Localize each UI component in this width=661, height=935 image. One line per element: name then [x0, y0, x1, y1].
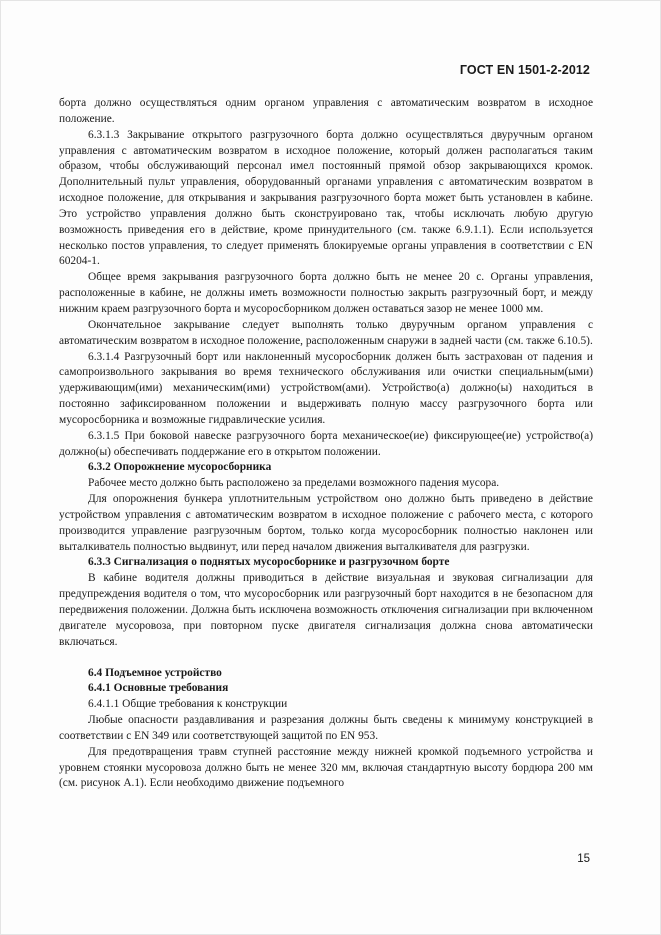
document-body: [59, 96, 593, 792]
heading-6-4-1-1: 6.4.1.1 Общие требования к конструкции: [88, 698, 288, 711]
heading-6-4: 6.4 Подъемное устройство: [88, 666, 222, 679]
paragraph-final-closing: Окончательное закрывание следует выполнять только двуручным органом управления с автоматическим возвратом в исходное положение, расположенным снаружи в задней части (см. также 6.10.5).: [59, 318, 593, 347]
heading-6-4-1: 6.4.1 Основные требования: [88, 682, 229, 695]
paragraph-foot-injury: Для предотвращения травм ступней расстояние между нижней кромкой подъемного устройства и уровнем стоянки мусоровоза должно быть не менее 320 мм, включая стандартную высоту бордюра 200 мм (см. рисунок А.1). Если необходимо движение подъемного: [59, 745, 593, 790]
heading-6-3-2: 6.3.2 Опорожнение мусоросборника: [88, 461, 272, 474]
paragraph-workplace: Рабочее место должно быть расположено за пределами возможного падения мусора.: [88, 477, 500, 490]
page-number: 15: [577, 853, 590, 865]
paragraph-emptying: Для опорожнения бункера уплотнительным устройством оно должно быть приведено в действие устройством управления с автоматическим возвратом в исходное положение с рабочего места, с которого производится управление разгрузочным бортом, только когда мусоросборник полностью наклонен или выталкиватель полностью выдвинут, или перед началом движения выталкивателя для разгрузки.: [59, 493, 593, 553]
heading-6-3-3: 6.3.3 Сигнализация о поднятых мусоросборнике и разгрузочном борте: [88, 556, 450, 569]
paragraph-crushing-hazards: Любые опасности раздавливания и разрезания должны быть сведены к минимуму конструкцией в соответствии с EN 349 или соответствующей защитой по EN 953.: [59, 714, 593, 742]
paragraph-signaling: В кабине водителя должны приводиться в действие визуальная и звуковая сигнализации для предупреждения водителя о том, что мусоросборник или разгрузочный борт находится в не безопасном для передвижения положении. Должна быть исключена возможность отключения сигнализации при включенном двигателе мусоровоза, при повторном пуске двигателя сигнализация должна снова автоматически включаться.: [59, 572, 593, 648]
paragraph-6-3-1-5: 6.3.1.5 При боковой навеске разгрузочного борта механическое(ие) фиксирующее(ие) устройство(а) должно(ы) обеспечивать поддержание его в открытом положении.: [59, 429, 593, 458]
paragraph-continuation: борта должно осуществляться одним органом управления с автоматическим возвратом в исходное положение.: [59, 97, 593, 125]
paragraph-6-3-1-4: 6.3.1.4 Разгрузочный борт или наклоненный мусоросборник должен быть застрахован от падения и самопроизвольного закрывания во время технического обслуживания или очистки специальным(ыми) удерживающим(ими) механическим(ими) устройством(ами). Устройство(а) должно(ы) находиться в постоянно зафиксированном положении и выдерживать полную массу разгрузочного борта или мусоросборника и возможные гидравлические усилия.: [59, 350, 593, 426]
paragraph-closing-time: Общее время закрывания разгрузочного борта должно быть не менее 20 с. Органы управления, расположенные в кабине, не должны иметь возможности полностью закрыть разгрузочный борт, и между нижним краем разгрузочного борта и мусоросборником должен оставаться зазор не менее 1000 мм.: [59, 271, 593, 315]
paragraph-6-3-1-3: 6.3.1.3 Закрывание открытого разгрузочного борта должно осуществляться двуручным органом управления с автоматическим возвратом в исходное положение, который должен располагаться таким образом, чтобы обслуживающий персонал имел постоянный прямой обзор закрывающихся кромок. Дополнительный пульт управления, оборудованный органами управления с автоматическим возвратом в исходное положение, для открывания и закрывания разгрузочного борта может быть установлен в кабине. Это устройство управления должно быть сконструировано так, чтобы исключать любую другую возможность приведения его в действие, кроме принудительного (см. также 6.9.1.1). Если используется несколько постов управления, то следует применять блокируемые органы управления в соответствии с EN 60204-1.: [59, 128, 593, 268]
document-header: ГОСТ EN 1501-2-2012: [459, 63, 590, 77]
